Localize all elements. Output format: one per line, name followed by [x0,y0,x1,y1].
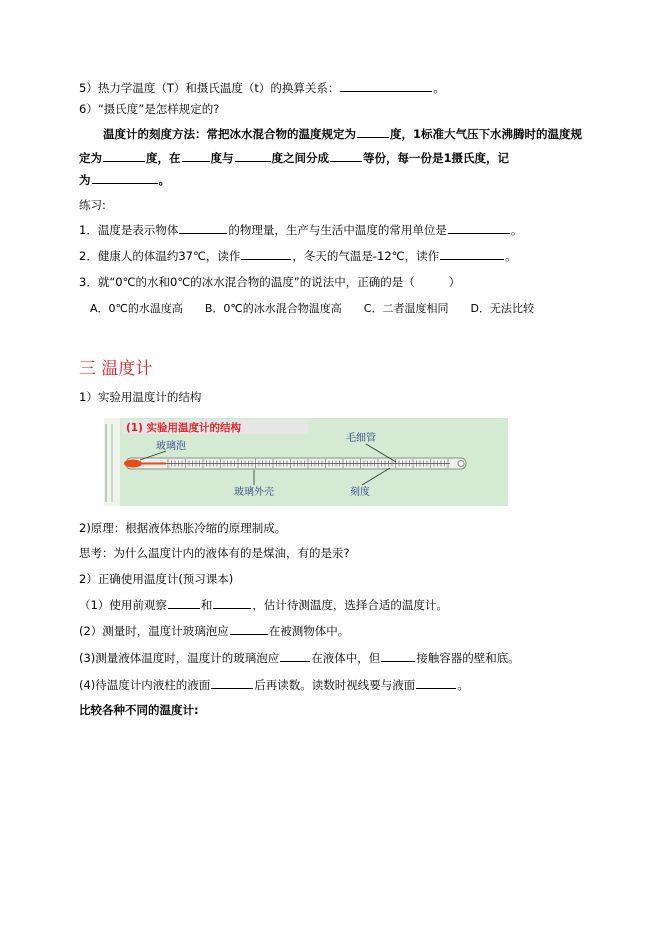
option-d[interactable]: D．无法比较 [470,302,534,315]
thermometer-diagram [104,418,508,506]
answer-blank[interactable] [235,150,271,162]
practice-title: 练习: [79,198,106,212]
practice-question-2: 2．健康人的体温约37℃，读作 ，冬天的气温是-12℃，读作 。 [79,249,517,263]
principle-text: 2)原理：根据液体热胀冷缩的原理制成。 [79,521,287,535]
answer-blank[interactable] [241,248,291,260]
figure-title: (1) 实验用温度计的结构 [126,422,242,434]
practice-question-3: 3．就“0℃的水和0℃的冰水混合物的温度”的说法中，正确的是（ ） [79,275,461,289]
option-b[interactable]: B．0℃的冰水混合物温度高 [204,302,342,315]
answer-blank[interactable] [213,597,251,609]
section-3-item-2: 2）正确使用温度计(预习课本) [79,572,234,586]
answer-blank[interactable] [340,80,432,92]
compare-thermometers-heading: 比较各种不同的温度计: [79,703,199,717]
section-3-item-1: 1）实验用温度计的结构 [79,390,202,404]
question-6: 6）“摄氏度”是怎样规定的? [79,102,220,116]
option-a[interactable]: A．0℃的水温度高 [90,302,183,315]
label-glass-shell: 玻璃外壳 [234,487,274,498]
answer-blank[interactable] [448,222,510,234]
answer-blank[interactable] [168,597,200,609]
think-question: 思考：为什么温度计内的液体有的是煤油，有的是汞? [79,546,350,560]
section-heading-thermometer: 三 温度计 [79,359,153,379]
celsius-definition-line-1: 温度计的刻度方法：常把冰水混合物的温度规定为 度，1标准大气压下水沸腾时的温度规 [103,127,582,141]
answer-blank[interactable] [357,126,389,138]
label-capillary: 毛细管 [346,433,376,444]
answer-blank[interactable] [179,222,227,234]
usage-step-3: (3)测量液体温度时，温度计的玻璃泡应 在液体中，但 接触容器的壁和底。 [79,651,520,665]
usage-step-4: (4)待温度计内液柱的液面 后再读数。读数时视线要与液面 。 [79,678,469,692]
answer-blank[interactable] [416,677,456,689]
celsius-definition-line-2: 定为 度，在 度与 度之间分成 等份，每一份是1摄氏度，记 [79,151,510,165]
thermometer-structure-figure [104,418,508,506]
answer-blank[interactable] [182,150,210,162]
label-glass-bulb: 玻璃泡 [156,441,186,452]
question-5: 5）热力学温度（T）和摄氏温度（t）的换算关系： 。 [79,81,445,95]
answer-blank[interactable] [381,650,415,662]
practice-question-3-options [90,301,556,317]
answer-blank[interactable] [211,677,253,689]
celsius-definition-line-3: 为 。 [79,173,170,187]
usage-step-2: (2）测量时，温度计玻璃泡应 在被测物体中。 [79,624,350,638]
answer-blank[interactable] [92,172,158,184]
option-c[interactable]: C．二者温度相同 [363,302,449,315]
usage-step-1: （1）使用前观察 和 ，估计待测温度，选择合适的温度计。 [79,598,448,612]
answer-blank[interactable] [103,150,145,162]
answer-blank[interactable] [230,623,268,635]
answer-blank[interactable] [330,150,362,162]
label-scale: 刻度 [350,487,370,498]
practice-question-1: 1．温度是表示物体 的物理量，生产与生活中温度的常用单位是 。 [79,223,523,237]
answer-blank[interactable] [280,650,310,662]
answer-blank[interactable] [440,248,504,260]
